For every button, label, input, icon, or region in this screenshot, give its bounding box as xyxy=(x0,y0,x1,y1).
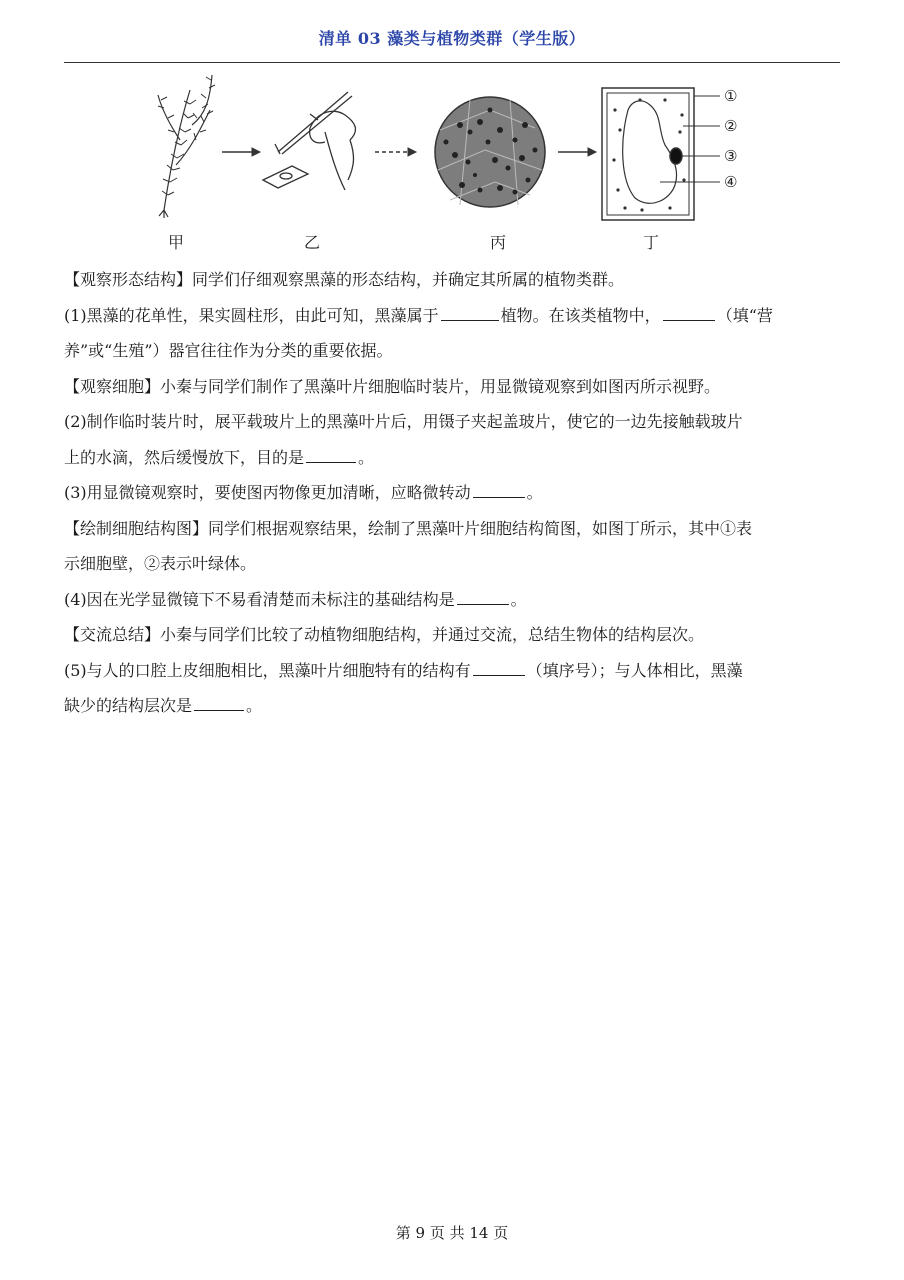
header-divider xyxy=(64,62,840,63)
answer-blank-6[interactable] xyxy=(473,657,525,676)
answer-blank-5[interactable] xyxy=(457,586,509,605)
cell-label-4: ④ xyxy=(724,173,738,191)
figure-label-jia: 甲 xyxy=(168,233,185,252)
arrow-2-dashed xyxy=(375,148,416,156)
microscope-view-illustration xyxy=(435,97,545,207)
question-1-line-2: 养”或“生殖”）器官往往作为分类的重要依据。 xyxy=(64,341,393,360)
figure-drawing xyxy=(150,70,760,230)
page-footer: 第 9 页 共 14 页 xyxy=(395,1224,509,1242)
section-heading-summary: 【交流总结】小秦与同学们比较了动植物细胞结构，并通过交流，总结生物体的结构层次。 xyxy=(64,625,705,644)
cell-structure-diagram xyxy=(602,88,720,220)
question-1-line-1: (1)黑藻的花单性，果实圆柱形，由此可知，黑藻属于 植物。在该类植物中， （填“营 xyxy=(64,298,842,334)
cell-label-3: ③ xyxy=(724,147,738,165)
figure-label-ding: 丁 xyxy=(643,233,660,252)
answer-blank-4[interactable] xyxy=(473,479,525,498)
question-2-line-1: (2)制作临时装片时，展平载玻片上的黑藻叶片后，用镊子夹起盖玻片，使它的一边先接触载玻片 xyxy=(64,412,743,431)
section-drawing-line-2: 示细胞壁，②表示叶绿体。 xyxy=(64,554,257,573)
page-header-title: 清单 03 藻类与植物类群（学生版） xyxy=(318,29,586,48)
question-3: (3)用显微镜观察时，要使图丙物像更加清晰，应略微转动 。 xyxy=(64,475,842,511)
answer-blank-1[interactable] xyxy=(441,302,499,321)
question-5-line-2: 缺少的结构层次是 。 xyxy=(64,688,842,724)
section-heading-drawing: 【绘制细胞结构图】同学们根据观察结果，绘制了黑藻叶片细胞结构简图，如图丁所示，其中①表 xyxy=(64,518,753,538)
figure-label-bing: 丙 xyxy=(490,233,507,252)
question-2-line-2: 上的水滴，然后缓慢放下，目的是 。 xyxy=(64,440,842,476)
hand-forceps-illustration xyxy=(263,92,355,190)
section-heading-cell-observation: 【观察细胞】小秦与同学们制作了黑藻叶片细胞临时装片，用显微镜观察到如图丙所示视野。 xyxy=(64,376,721,396)
cell-label-1: ① xyxy=(724,87,738,105)
question-body xyxy=(64,262,842,724)
cell-label-2: ② xyxy=(724,117,738,135)
arrow-1 xyxy=(222,148,260,156)
answer-blank-7[interactable] xyxy=(194,692,244,711)
question-4: (4)因在光学显微镜下不易看清楚而未标注的基础结构是 。 xyxy=(64,582,842,618)
figure-label-yi: 乙 xyxy=(304,233,321,252)
experiment-figure xyxy=(150,70,760,255)
question-5-line-1: (5)与人的口腔上皮细胞相比，黑藻叶片细胞特有的结构有 （填序号）；与人体相比，黑藻 xyxy=(64,653,842,689)
hydrilla-plant-illustration xyxy=(158,75,215,218)
answer-blank-3[interactable] xyxy=(306,444,356,463)
answer-blank-2[interactable] xyxy=(663,302,715,321)
section-heading-morphology: 【观察形态结构】同学们仔细观察黑藻的形态结构，并确定其所属的植物类群。 xyxy=(64,270,625,289)
arrow-3 xyxy=(558,148,596,156)
